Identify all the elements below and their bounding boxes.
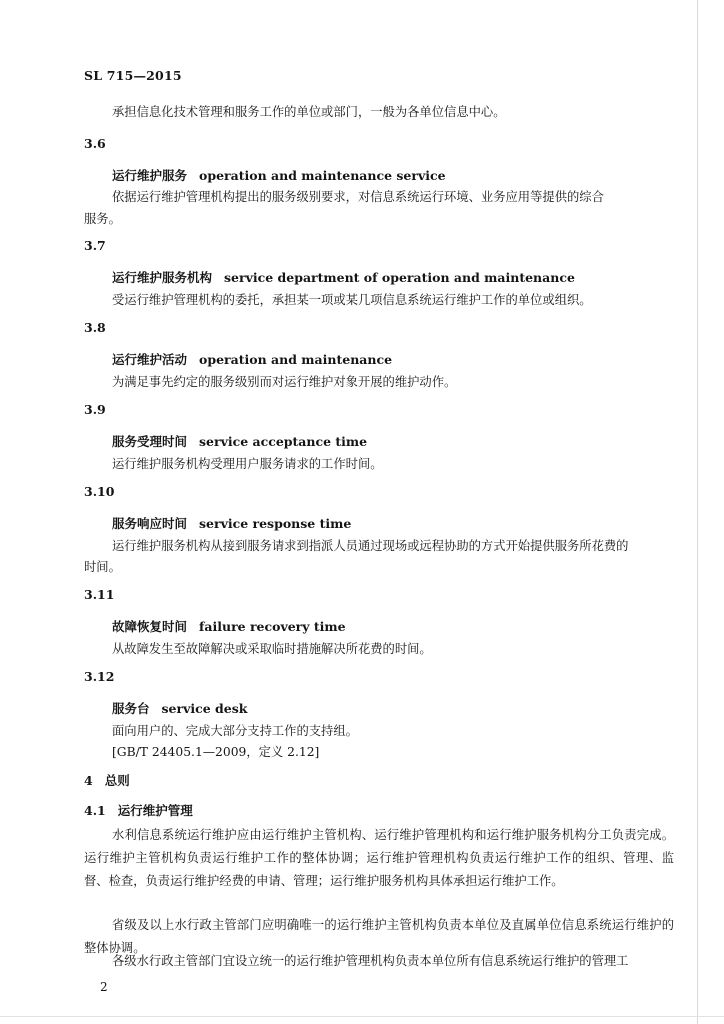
definition-line: 运行维护服务机构受理用户服务请求的工作时间。 xyxy=(112,457,383,471)
term-zh: 运行维护活动 xyxy=(112,352,188,367)
section-heading xyxy=(84,771,130,789)
page-edge-line xyxy=(697,0,698,1024)
definition-line: 受运行维护管理机构的委托，承担某一项或某几项信息系统运行维护工作的单位或组织。 xyxy=(112,293,592,307)
page-bottom-line xyxy=(0,1016,724,1017)
term-zh: 运行维护服务 xyxy=(112,168,188,183)
section-title: 总则 xyxy=(104,773,130,788)
term-heading xyxy=(112,350,392,368)
term-en: service acceptance time xyxy=(199,434,368,449)
term-zh: 服务受理时间 xyxy=(112,434,188,449)
subsection-title: 运行维护管理 xyxy=(117,803,193,818)
definition-line: 为满足事先约定的服务级别而对运行维护对象开展的维护动作。 xyxy=(112,375,457,389)
document-header: SL 715—2015 xyxy=(84,68,182,83)
section-number: 4 xyxy=(84,773,93,788)
definition-line: 面向用户的、完成大部分支持工作的支持组。 xyxy=(112,724,358,738)
term-en: operation and maintenance xyxy=(199,352,393,367)
term-heading xyxy=(112,699,247,717)
term-heading xyxy=(112,432,367,450)
term-heading xyxy=(112,514,351,532)
clause-number: 3.11 xyxy=(84,587,115,602)
term-zh: 服务响应时间 xyxy=(112,516,188,531)
term-en: service desk xyxy=(161,701,248,716)
subsection-number: 4.1 xyxy=(84,803,106,818)
body-paragraph: 水利信息系统运行维护应由运行维护主管机构、运行维护管理机构和运行维护服务机构分工负责完成。运行维护主管机构负责运行维护工作的整体协调；运行维护管理机构负责运行维护工作的组织、管理、监督、检查，负责运行维护经费的申请、管理；运行维护服务机构具体承担运行维护工作。 xyxy=(84,828,674,888)
clause-number: 3.8 xyxy=(84,320,106,335)
term-zh: 运行维护服务机构 xyxy=(112,270,213,285)
term-heading xyxy=(112,617,346,635)
term-en: operation and maintenance service xyxy=(199,168,446,183)
definition-line: 运行维护服务机构从接到服务请求到指派人员通过现场或远程协助的方式开始提供服务所花费的 xyxy=(112,539,629,553)
intro-line: 承担信息化技术管理和服务工作的单位或部门，一般为各单位信息中心。 xyxy=(112,105,506,119)
term-zh: 故障恢复时间 xyxy=(112,619,188,634)
term-zh: 服务台 xyxy=(112,701,150,716)
page-number: 2 xyxy=(100,980,108,994)
definition-line: 时间。 xyxy=(84,560,121,574)
body-paragraph: 各级水行政主管部门宜设立统一的运行维护管理机构负责本单位所有信息系统运行维护的管理工 xyxy=(112,954,629,968)
term-heading xyxy=(112,166,446,184)
definition-line: 依据运行维护管理机构提出的服务级别要求，对信息系统运行环境、业务应用等提供的综合 xyxy=(112,190,604,204)
definition-line: 从故障发生至故障解决或采取临时措施解决所花费的时间。 xyxy=(112,642,432,656)
clause-number: 3.6 xyxy=(84,136,106,151)
clause-number: 3.12 xyxy=(84,669,115,684)
definition-citation: [GB/T 24405.1—2009，定义 2.12] xyxy=(112,745,320,759)
body-paragraph: 省级及以上水行政主管部门应明确唯一的运行维护主管机构负责本单位及直属单位信息系统运行维护的整体协调。 xyxy=(84,918,674,955)
term-heading xyxy=(112,268,575,286)
clause-number: 3.9 xyxy=(84,402,106,417)
term-en: service department of operation and maintenance xyxy=(224,270,575,285)
term-en: service response time xyxy=(199,516,352,531)
clause-number: 3.10 xyxy=(84,484,115,499)
definition-line: 服务。 xyxy=(84,212,121,226)
term-en: failure recovery time xyxy=(199,619,346,634)
clause-number: 3.7 xyxy=(84,238,106,253)
subsection-heading xyxy=(84,801,193,819)
